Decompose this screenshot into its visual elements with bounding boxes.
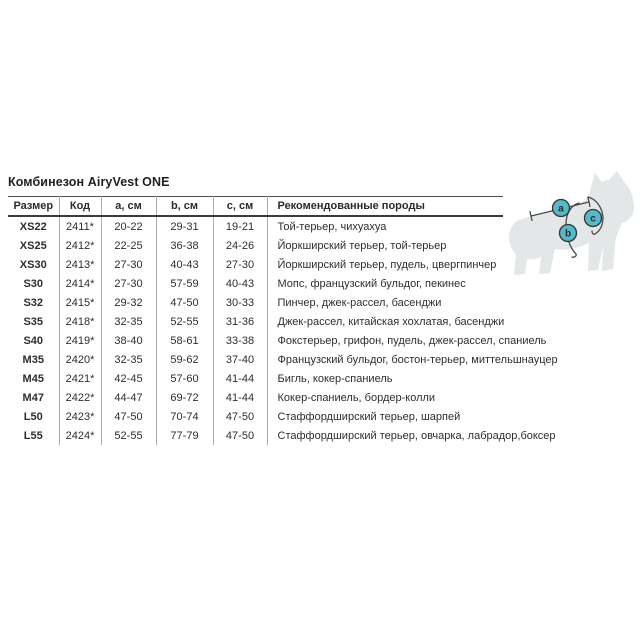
table-row: [8, 426, 503, 445]
size-cell: L55: [8, 426, 59, 445]
breeds-cell: Бигль, кокер-спаниель: [277, 372, 393, 385]
table-row: [8, 312, 503, 331]
size-cell: XS30: [8, 255, 59, 274]
code-cell: 2420*: [59, 350, 101, 369]
header-c: c, см: [213, 197, 267, 217]
table-row: [8, 236, 503, 255]
header-b: b, см: [156, 197, 213, 217]
code-cell: 2423*: [59, 407, 101, 426]
a-cell: 44-47: [101, 388, 156, 407]
marker-b-label: b: [564, 228, 572, 240]
a-cell: 38-40: [101, 331, 156, 350]
marker-c-label: c: [590, 213, 596, 225]
c-cell: 24-26: [213, 236, 267, 255]
code-cell: 2413*: [59, 255, 101, 274]
dog-silhouette: [509, 171, 634, 275]
table-row: [8, 407, 503, 426]
a-cell: 47-50: [101, 407, 156, 426]
b-cell: 52-55: [156, 312, 213, 331]
size-cell: S40: [8, 331, 59, 350]
code-cell: 2411*: [59, 216, 101, 236]
a-cell: 52-55: [101, 426, 156, 445]
size-table: [8, 196, 558, 445]
b-cell: 57-59: [156, 274, 213, 293]
c-cell: 19-21: [213, 216, 267, 236]
table-body: [8, 216, 558, 445]
a-cell: 22-25: [101, 236, 156, 255]
b-cell: 40-43: [156, 255, 213, 274]
breeds-cell: Кокер-спаниель, бордер-колли: [277, 391, 436, 404]
a-cell: 29-32: [101, 293, 156, 312]
c-cell: 41-44: [213, 369, 267, 388]
size-cell: S35: [8, 312, 59, 331]
table-row: [8, 331, 503, 350]
b-cell: 77-79: [156, 426, 213, 445]
marker-c: [585, 210, 602, 227]
c-cell: 37-40: [213, 350, 267, 369]
c-cell: 41-44: [213, 388, 267, 407]
breeds-cell: Пинчер, джек-рассел, басенджи: [277, 296, 442, 309]
c-cell: 40-43: [213, 274, 267, 293]
c-cell: 47-50: [213, 407, 267, 426]
size-cell: S32: [8, 293, 59, 312]
c-cell: 33-38: [213, 331, 267, 350]
size-cell: M45: [8, 369, 59, 388]
breeds-cell: Мопс, французский бульдог, пекинес: [277, 277, 466, 290]
header-a: a, см: [101, 197, 156, 217]
breeds-cell: Йоркширский терьер, той-терьер: [277, 239, 447, 252]
code-cell: 2422*: [59, 388, 101, 407]
table-row: [8, 350, 503, 369]
b-cell: 69-72: [156, 388, 213, 407]
size-cell: M47: [8, 388, 59, 407]
size-cell: XS22: [8, 216, 59, 236]
table-row: [8, 293, 503, 312]
b-cell: 36-38: [156, 236, 213, 255]
table-row: [8, 388, 503, 407]
c-cell: 47-50: [213, 426, 267, 445]
size-cell: L50: [8, 407, 59, 426]
table-row: [8, 274, 503, 293]
size-cell: S30: [8, 274, 59, 293]
a-cell: 27-30: [101, 274, 156, 293]
table-row: [8, 255, 503, 274]
a-cell: 32-35: [101, 312, 156, 331]
b-cell: 70-74: [156, 407, 213, 426]
marker-a-label: a: [558, 203, 564, 215]
a-cell: 32-35: [101, 350, 156, 369]
code-cell: 2415*: [59, 293, 101, 312]
b-cell: 29-31: [156, 216, 213, 236]
code-cell: 2414*: [59, 274, 101, 293]
code-cell: 2419*: [59, 331, 101, 350]
breeds-cell: Стаффордширский терьер, шарпей: [277, 410, 461, 423]
a-cell: 42-45: [101, 369, 156, 388]
marker-b: [560, 225, 577, 242]
size-cell: XS25: [8, 236, 59, 255]
header-row: [8, 197, 503, 217]
a-cell: 27-30: [101, 255, 156, 274]
b-cell: 59-62: [156, 350, 213, 369]
breeds-cell: Фокстерьер, грифон, пудель, джек-рассел, спаниель: [277, 334, 547, 347]
code-cell: 2424*: [59, 426, 101, 445]
breeds-cell: Стаффордширский терьер, овчарка, лабрадор,боксер: [277, 429, 556, 442]
breeds-cell: Джек-рассел, китайская хохлатая, басенджи: [277, 315, 505, 328]
size-cell: M35: [8, 350, 59, 369]
b-cell: 57-60: [156, 369, 213, 388]
marker-a: [553, 200, 570, 217]
breeds-cell: Йоркширский терьер, пудель, цвергпинчер: [277, 258, 497, 271]
code-cell: 2421*: [59, 369, 101, 388]
header-breeds: Рекомендованные породы: [277, 200, 425, 212]
header-size: Размер: [8, 197, 59, 217]
breeds-cell: Той-терьер, чихуахуа: [277, 220, 387, 233]
header-code: Код: [59, 197, 101, 217]
c-cell: 31-36: [213, 312, 267, 331]
size-table-container: [8, 196, 558, 445]
table-row: [8, 369, 503, 388]
table-header: [8, 197, 503, 217]
page-title: Комбинезон AiryVest ONE: [8, 175, 170, 189]
breeds-cell: Французский бульдог, бостон-терьер, миттельшнауцер: [277, 353, 558, 366]
code-cell: 2418*: [59, 312, 101, 331]
table-row: [8, 216, 503, 236]
b-cell: 47-50: [156, 293, 213, 312]
dog-measurement-diagram: [505, 167, 640, 282]
b-cell: 58-61: [156, 331, 213, 350]
c-cell: 30-33: [213, 293, 267, 312]
a-cell: 20-22: [101, 216, 156, 236]
code-cell: 2412*: [59, 236, 101, 255]
c-cell: 27-30: [213, 255, 267, 274]
